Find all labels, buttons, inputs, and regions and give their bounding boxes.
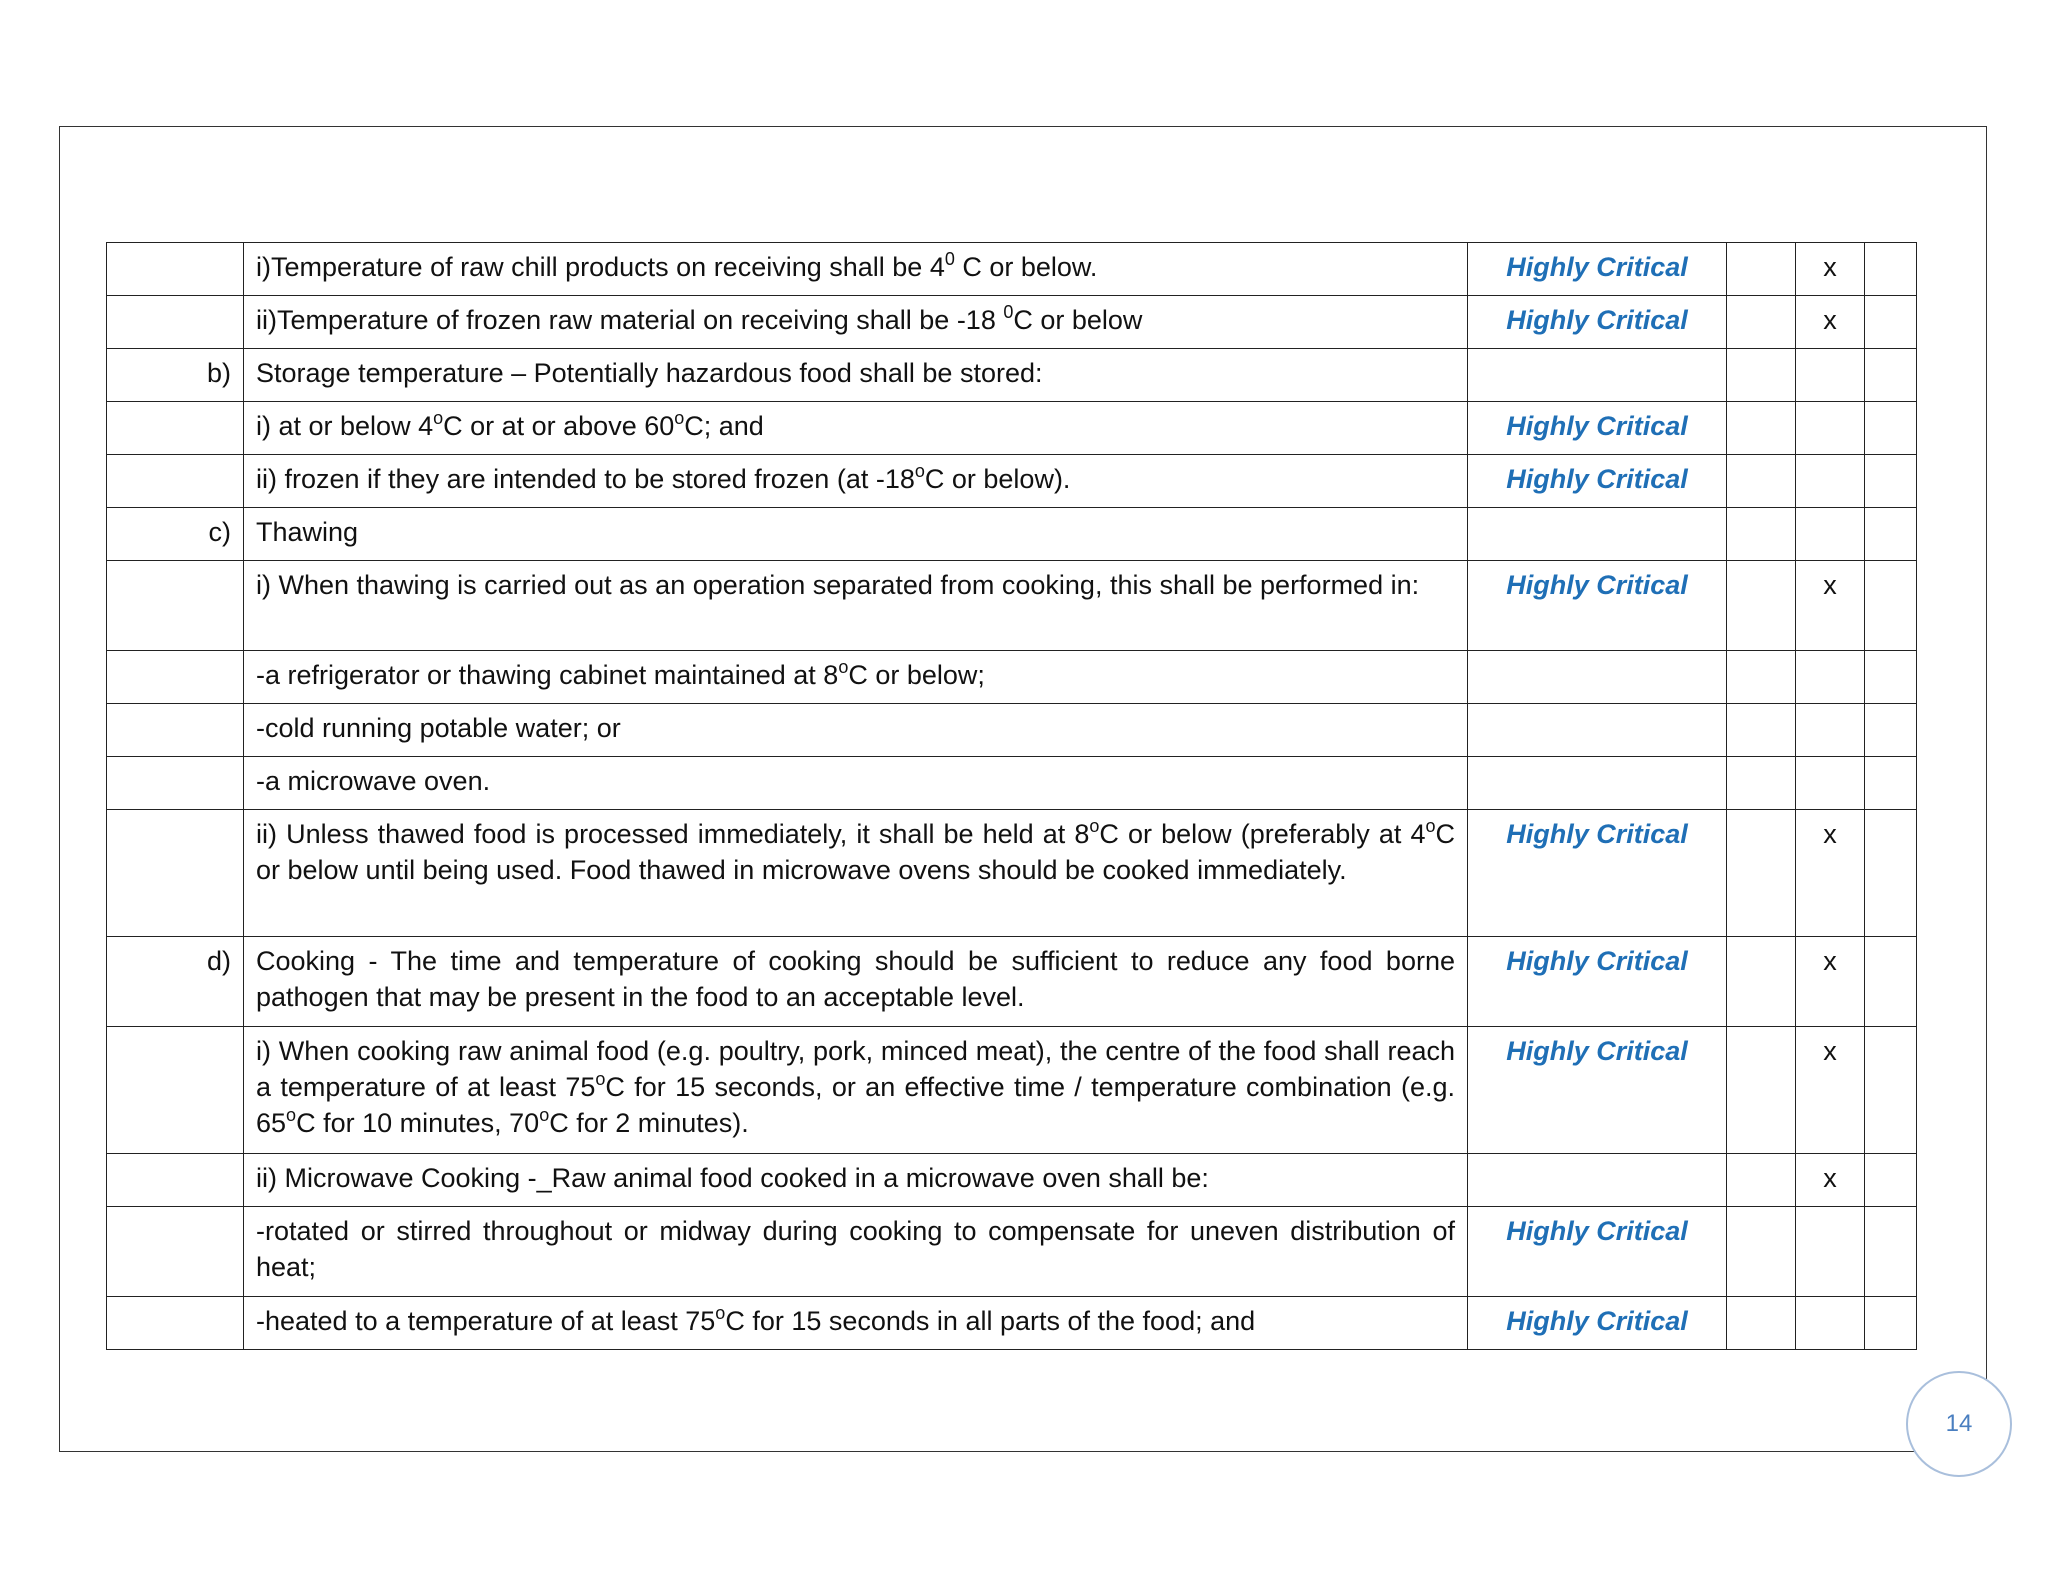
check-cell-col1 bbox=[1727, 1297, 1796, 1350]
text-segment: C or at or above 60 bbox=[443, 411, 675, 441]
row-label bbox=[107, 296, 244, 349]
row-label bbox=[107, 651, 244, 704]
text-segment: C or below). bbox=[924, 464, 1071, 494]
row-label bbox=[107, 561, 244, 651]
criticality-label bbox=[1468, 704, 1727, 757]
degree-superscript: 0 bbox=[944, 249, 955, 269]
requirement-text bbox=[244, 349, 1468, 402]
check-cell-col2 bbox=[1796, 651, 1865, 704]
table-row bbox=[107, 508, 1917, 561]
degree-superscript: o bbox=[715, 1303, 726, 1323]
check-cell-col3 bbox=[1865, 704, 1917, 757]
row-label bbox=[107, 704, 244, 757]
text-segment: C; and bbox=[684, 411, 764, 441]
page-number: 14 bbox=[1906, 1371, 2012, 1477]
text-segment: -cold running potable water; or bbox=[256, 713, 621, 743]
row-label bbox=[107, 757, 244, 810]
text-segment: C for 15 seconds in all parts of the food; and bbox=[725, 1306, 1256, 1336]
check-cell-col3 bbox=[1865, 296, 1917, 349]
requirement-text bbox=[244, 704, 1468, 757]
criticality-label: Highly Critical bbox=[1468, 561, 1727, 651]
check-cell-col2 bbox=[1796, 508, 1865, 561]
criticality-label bbox=[1468, 508, 1727, 561]
text-segment: Cooking - The time and temperature of cooking should be sufficient to reduce any food borne pathogen that may be present in the food to an acceptable level. bbox=[256, 946, 1455, 1012]
text-segment: C or below; bbox=[848, 660, 985, 690]
table-row bbox=[107, 651, 1917, 704]
row-label bbox=[107, 810, 244, 937]
row-label bbox=[107, 1297, 244, 1350]
table-row bbox=[107, 349, 1917, 402]
requirement-text bbox=[244, 1027, 1468, 1154]
check-cell-col3 bbox=[1865, 1207, 1917, 1297]
check-cell-col3 bbox=[1865, 1297, 1917, 1350]
row-label bbox=[107, 455, 244, 508]
requirement-text bbox=[244, 296, 1468, 349]
criticality-label: Highly Critical bbox=[1468, 455, 1727, 508]
check-cell-col2: x bbox=[1796, 1027, 1865, 1154]
table-row bbox=[107, 1154, 1917, 1207]
check-cell-col1 bbox=[1727, 508, 1796, 561]
text-segment: i) When cooking raw animal food (e.g. poultry, pork, minced meat), the centre of the food shall reach a temperature of at least 75 bbox=[256, 1036, 1455, 1102]
table-row bbox=[107, 561, 1917, 651]
text-segment: -rotated or stirred throughout or midway during cooking to compensate for uneven distribution of heat; bbox=[256, 1216, 1455, 1282]
degree-superscript: o bbox=[433, 408, 444, 428]
check-cell-col3 bbox=[1865, 1154, 1917, 1207]
check-cell-col1 bbox=[1727, 651, 1796, 704]
table-row bbox=[107, 1297, 1917, 1350]
check-cell-col3 bbox=[1865, 757, 1917, 810]
text-segment: -a microwave oven. bbox=[256, 766, 491, 796]
check-cell-col3 bbox=[1865, 402, 1917, 455]
row-label: d) bbox=[107, 937, 244, 1027]
requirement-text bbox=[244, 243, 1468, 296]
check-cell-col2 bbox=[1796, 1297, 1865, 1350]
check-cell-col3 bbox=[1865, 810, 1917, 937]
degree-superscript: o bbox=[286, 1105, 297, 1125]
check-cell-col3 bbox=[1865, 651, 1917, 704]
row-label: c) bbox=[107, 508, 244, 561]
row-label bbox=[107, 1027, 244, 1154]
requirement-text bbox=[244, 651, 1468, 704]
requirement-text bbox=[244, 1297, 1468, 1350]
text-segment: -a refrigerator or thawing cabinet maintained at 8 bbox=[256, 660, 839, 690]
degree-superscript: o bbox=[1089, 816, 1100, 836]
text-segment: i) at or below 4 bbox=[256, 411, 434, 441]
table-row bbox=[107, 937, 1917, 1027]
check-cell-col3 bbox=[1865, 455, 1917, 508]
table-row bbox=[107, 402, 1917, 455]
row-label: b) bbox=[107, 349, 244, 402]
check-cell-col2: x bbox=[1796, 810, 1865, 937]
criticality-label bbox=[1468, 651, 1727, 704]
requirement-text bbox=[244, 402, 1468, 455]
check-cell-col1 bbox=[1727, 402, 1796, 455]
criticality-label: Highly Critical bbox=[1468, 402, 1727, 455]
table-row bbox=[107, 1027, 1917, 1154]
degree-superscript: o bbox=[838, 657, 849, 677]
requirement-text bbox=[244, 810, 1468, 937]
check-cell-col1 bbox=[1727, 1027, 1796, 1154]
check-cell-col2: x bbox=[1796, 243, 1865, 296]
criticality-label: Highly Critical bbox=[1468, 810, 1727, 937]
check-cell-col3 bbox=[1865, 561, 1917, 651]
text-segment: ii) frozen if they are intended to be stored frozen (at -18 bbox=[256, 464, 915, 494]
text-segment: ii) Microwave Cooking -_Raw animal food cooked in a microwave oven shall be: bbox=[256, 1163, 1209, 1193]
text-segment: ii)Temperature of frozen raw material on receiving shall be -18 bbox=[256, 305, 1004, 335]
requirement-text bbox=[244, 1207, 1468, 1297]
degree-superscript: 0 bbox=[1003, 302, 1014, 322]
check-cell-col1 bbox=[1727, 704, 1796, 757]
degree-superscript: o bbox=[595, 1069, 606, 1089]
check-cell-col2 bbox=[1796, 455, 1865, 508]
check-cell-col1 bbox=[1727, 243, 1796, 296]
check-cell-col2 bbox=[1796, 402, 1865, 455]
check-cell-col1 bbox=[1727, 757, 1796, 810]
row-label bbox=[107, 1154, 244, 1207]
check-cell-col1 bbox=[1727, 455, 1796, 508]
degree-superscript: o bbox=[1425, 816, 1436, 836]
check-cell-col1 bbox=[1727, 296, 1796, 349]
check-cell-col2: x bbox=[1796, 561, 1865, 651]
degree-superscript: o bbox=[914, 461, 925, 481]
degree-superscript: o bbox=[674, 408, 685, 428]
check-cell-col1 bbox=[1727, 937, 1796, 1027]
criticality-label: Highly Critical bbox=[1468, 1297, 1727, 1350]
requirement-text bbox=[244, 455, 1468, 508]
table-row bbox=[107, 1207, 1917, 1297]
criticality-label bbox=[1468, 349, 1727, 402]
table-row bbox=[107, 296, 1917, 349]
table-row bbox=[107, 455, 1917, 508]
requirements-table bbox=[106, 242, 1917, 1350]
table-row bbox=[107, 704, 1917, 757]
row-label bbox=[107, 402, 244, 455]
check-cell-col1 bbox=[1727, 810, 1796, 937]
text-segment: C for 2 minutes). bbox=[549, 1108, 749, 1138]
check-cell-col1 bbox=[1727, 1207, 1796, 1297]
check-cell-col3 bbox=[1865, 349, 1917, 402]
requirement-text bbox=[244, 757, 1468, 810]
text-segment: Storage temperature – Potentially hazardous food shall be stored: bbox=[256, 358, 1043, 388]
check-cell-col1 bbox=[1727, 561, 1796, 651]
check-cell-col3 bbox=[1865, 937, 1917, 1027]
text-segment: i) When thawing is carried out as an operation separated from cooking, this shall be performed in: bbox=[256, 570, 1420, 600]
criticality-label bbox=[1468, 757, 1727, 810]
criticality-label: Highly Critical bbox=[1468, 296, 1727, 349]
text-segment: C for 10 minutes, 70 bbox=[296, 1108, 540, 1138]
check-cell-col2 bbox=[1796, 757, 1865, 810]
requirement-text bbox=[244, 508, 1468, 561]
check-cell-col2 bbox=[1796, 704, 1865, 757]
criticality-label bbox=[1468, 1154, 1727, 1207]
table-row bbox=[107, 810, 1917, 937]
text-segment: Thawing bbox=[256, 517, 359, 547]
text-segment: C or below (preferably at 4 bbox=[1099, 819, 1426, 849]
text-segment: ii) Unless thawed food is processed immediately, it shall be held at 8 bbox=[256, 819, 1090, 849]
check-cell-col1 bbox=[1727, 1154, 1796, 1207]
row-label bbox=[107, 1207, 244, 1297]
check-cell-col3 bbox=[1865, 243, 1917, 296]
row-label bbox=[107, 243, 244, 296]
text-segment: C or below bbox=[1013, 305, 1143, 335]
check-cell-col1 bbox=[1727, 349, 1796, 402]
check-cell-col3 bbox=[1865, 508, 1917, 561]
criticality-label: Highly Critical bbox=[1468, 1027, 1727, 1154]
text-segment: C for 15 seconds, or an effective time / temperature combination (e.g. 65 bbox=[256, 1072, 1455, 1138]
requirement-text bbox=[244, 937, 1468, 1027]
table-row bbox=[107, 243, 1917, 296]
text-segment: -heated to a temperature of at least 75 bbox=[256, 1306, 716, 1336]
check-cell-col2: x bbox=[1796, 937, 1865, 1027]
criticality-label: Highly Critical bbox=[1468, 937, 1727, 1027]
check-cell-col2: x bbox=[1796, 1154, 1865, 1207]
text-segment: C or below. bbox=[954, 252, 1098, 282]
requirement-text bbox=[244, 561, 1468, 651]
criticality-label: Highly Critical bbox=[1468, 1207, 1727, 1297]
check-cell-col2 bbox=[1796, 1207, 1865, 1297]
criticality-label: Highly Critical bbox=[1468, 243, 1727, 296]
requirement-text bbox=[244, 1154, 1468, 1207]
table-row bbox=[107, 757, 1917, 810]
text-segment: i)Temperature of raw chill products on receiving shall be 4 bbox=[256, 252, 945, 282]
check-cell-col3 bbox=[1865, 1027, 1917, 1154]
check-cell-col2 bbox=[1796, 349, 1865, 402]
check-cell-col2: x bbox=[1796, 296, 1865, 349]
requirements-table-body bbox=[107, 243, 1917, 1350]
text-segment: C or below until being used. Food thawed in microwave ovens should be cooked immediately. bbox=[256, 819, 1455, 885]
degree-superscript: o bbox=[539, 1105, 550, 1125]
